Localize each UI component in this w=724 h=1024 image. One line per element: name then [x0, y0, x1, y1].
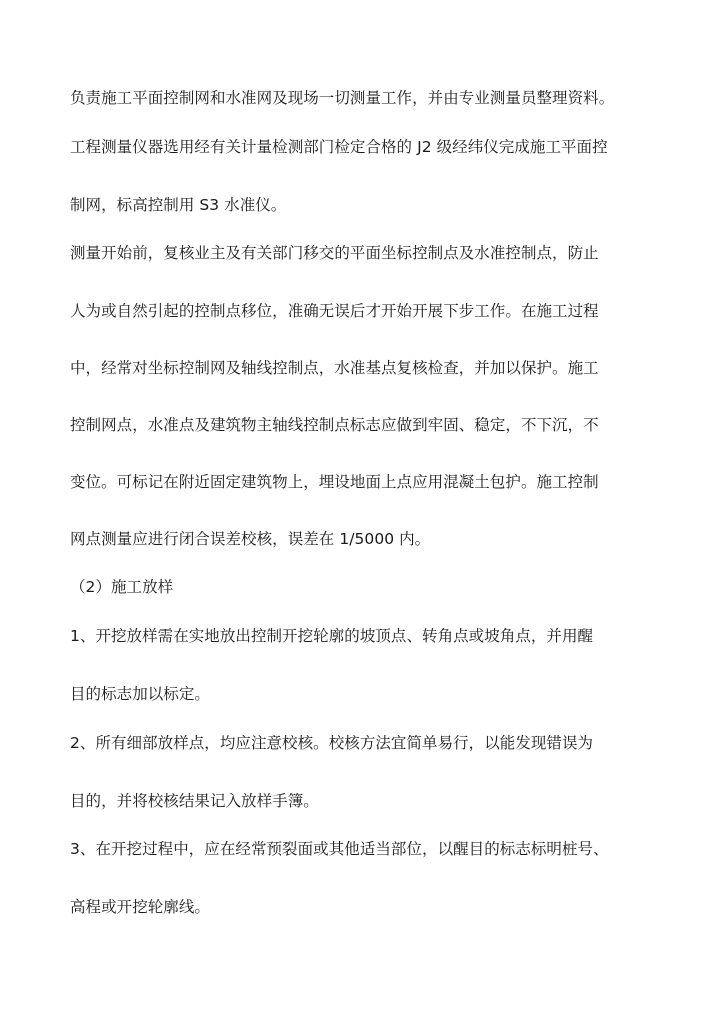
paragraph-line: 网点测量应进行闭合误差校核，误差在 1/5000 内。 — [70, 530, 431, 548]
section-heading: （2）施工放样 — [70, 578, 174, 596]
paragraph-line: 制网，标高控制用 S3 水准仪。 — [70, 196, 287, 214]
list-item-line: 1、开挖放样需在实地放出控制开挖轮廓的坡顶点、转角点或坡角点，并用醒 — [70, 627, 594, 645]
list-item-line: 2、所有细部放样点，均应注意校核。校核方法宜简单易行，以能发现错误为 — [70, 734, 594, 752]
list-item-line: 3、在开挖过程中，应在经常预裂面或其他适当部位，以醒目的标志标明桩号、 — [70, 840, 609, 858]
paragraph-line: 变位。可标记在附近固定建筑物上，埋设地面上点应用混凝土包护。施工控制 — [70, 473, 599, 491]
paragraph-line: 工程测量仪器选用经有关计量检测部门检定合格的 J2 级经纬仪完成施工平面控 — [70, 138, 608, 156]
list-item-line: 目的标志加以标定。 — [70, 685, 210, 703]
list-item-line: 高程或开挖轮廓线。 — [70, 898, 210, 916]
paragraph-line: 中，经常对坐标控制网及轴线控制点，水准基点复核检查，并加以保护。施工 — [70, 359, 599, 377]
paragraph-line: 控制网点，水准点及建筑物主轴线控制点标志应做到牢固、稳定，不下沉，不 — [70, 416, 599, 434]
paragraph-line: 负责施工平面控制网和水准网及现场一切测量工作，并由专业测量员整理资料。 — [70, 89, 615, 107]
paragraph-line: 人为或自然引起的控制点移位，准确无误后才开始开展下步工作。在施工过程 — [70, 302, 599, 320]
list-item-line: 目的，并将校核结果记入放样手簿。 — [70, 792, 319, 810]
paragraph-line: 测量开始前，复核业主及有关部门移交的平面坐标控制点及水准控制点，防止 — [70, 244, 599, 262]
